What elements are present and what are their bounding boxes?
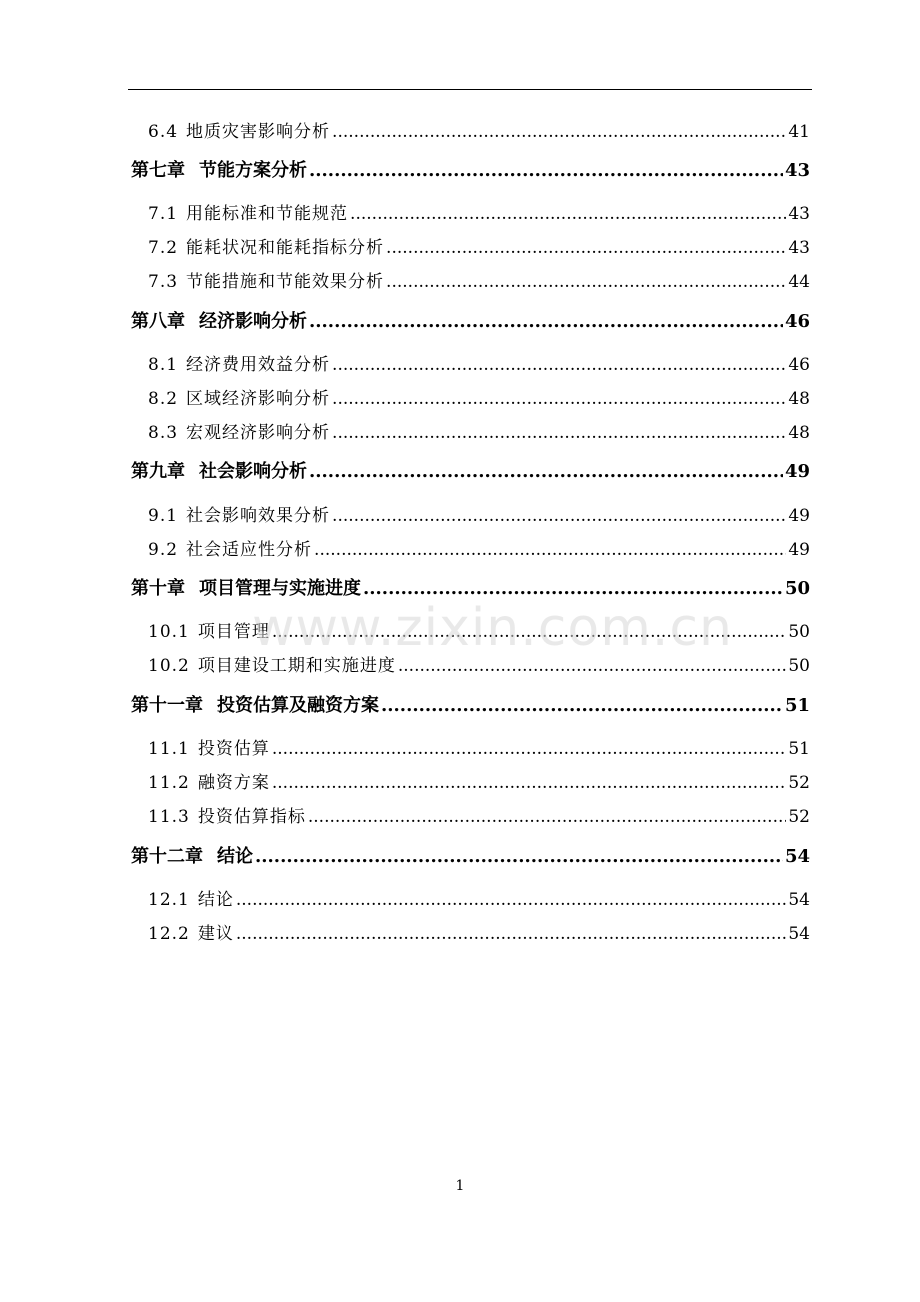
dot-leader [236,922,787,946]
toc-entry-page: 50 [788,622,810,642]
toc-chapter-title: 经济影响分析 [199,311,307,332]
toc-entry[interactable] [0,916,920,946]
toc-entry-page: 41 [788,122,810,142]
toc-entry-number: 6.4 [148,122,179,142]
toc-entry-page: 43 [788,204,810,224]
toc-entry-title: 结论 [197,890,234,910]
toc-entry[interactable] [0,196,920,226]
toc-entry-page: 51 [788,739,810,759]
toc-entry-page: 48 [788,423,810,443]
toc-entry-title: 地质灾害影响分析 [186,122,331,142]
toc-entry-number: 7.1 [148,204,179,224]
toc-entry-title: 建议 [197,924,234,944]
toc-entry-number: 7.2 [148,238,179,258]
dot-leader [332,387,786,411]
toc-entry-page: 50 [788,656,810,676]
toc-chapter-number: 第十二章 [131,846,203,867]
dot-leader [332,120,786,144]
toc-chapter-number: 第十一章 [131,695,203,716]
toc-chapter-entry[interactable] [0,839,920,869]
dot-leader [255,845,783,869]
toc-entry-page: 51 [784,695,810,716]
toc-entry-page: 49 [784,461,810,482]
toc-entry-title: 融资方案 [197,773,270,793]
toc-entry[interactable] [0,264,920,294]
toc-chapter-title: 结论 [217,846,253,867]
toc-entry-title: 社会影响效果分析 [186,506,331,526]
toc-entry-title: 投资估算指标 [197,807,306,827]
toc-chapter-entry[interactable] [0,304,920,334]
toc-chapter-title: 投资估算及融资方案 [217,695,379,716]
toc-chapter-entry[interactable] [0,688,920,718]
toc-entry-page: 46 [788,355,810,375]
toc-chapter-number: 第八章 [131,311,185,332]
toc-entry-page: 49 [788,506,810,526]
dot-leader [332,353,786,377]
toc-entry-title: 用能标准和节能规范 [186,204,349,224]
toc-entry-number: 10.2 [148,656,190,676]
dot-leader [309,460,783,484]
toc-entry-page: 49 [788,540,810,560]
toc-entry-number: 8.1 [148,355,179,375]
dot-leader [386,236,786,260]
toc-entry[interactable] [0,731,920,761]
dot-leader [308,805,787,829]
toc-entry-number: 11.2 [148,773,190,793]
toc-entry-number: 9.2 [148,540,179,560]
toc-entry-page: 44 [788,272,810,292]
toc-chapter-title: 节能方案分析 [199,160,307,181]
watermark: www.zixin.com.cn [252,598,733,658]
toc-entry[interactable] [0,381,920,411]
toc-entry[interactable] [0,347,920,377]
dot-leader [350,202,786,226]
toc-entry-number: 11.1 [148,739,190,759]
toc-entry-number: 8.2 [148,389,179,409]
toc-entry-title: 项目建设工期和实施进度 [197,656,396,676]
toc-entry-number: 8.3 [148,423,179,443]
dot-leader [309,310,783,334]
toc-entry[interactable] [0,765,920,795]
toc-entry[interactable] [0,415,920,445]
dot-leader [332,421,786,445]
dot-leader [236,888,787,912]
toc-chapter-number: 第九章 [131,461,185,482]
toc-entry[interactable] [0,498,920,528]
toc-entry-page: 52 [788,773,810,793]
toc-entry-page: 43 [788,238,810,258]
toc-chapter-title: 社会影响分析 [199,461,307,482]
toc-entry[interactable] [0,532,920,562]
toc-entry-title: 项目管理 [197,622,270,642]
toc-chapter-title: 项目管理与实施进度 [199,578,361,599]
dot-leader [386,270,786,294]
toc-entry-number: 7.3 [148,272,179,292]
dot-leader [272,737,787,761]
page-number: 1 [455,1178,465,1194]
dot-leader [332,504,786,528]
toc-entry[interactable] [0,882,920,912]
toc-entry-number: 11.3 [148,807,190,827]
toc-entry-title: 区域经济影响分析 [186,389,331,409]
toc-entry[interactable] [0,114,920,144]
toc-entry-page: 52 [788,807,810,827]
toc-entry-page: 54 [788,890,810,910]
toc-entry-page: 50 [784,578,810,599]
toc-entry-page: 54 [784,846,810,867]
toc-chapter-entry[interactable] [0,454,920,484]
toc-entry[interactable] [0,799,920,829]
toc-chapter-number: 第十章 [131,578,185,599]
toc-entry-title: 投资估算 [197,739,270,759]
toc-entry-page: 48 [788,389,810,409]
dot-leader [309,159,783,183]
toc-entry-number: 10.1 [148,622,190,642]
toc-entry-title: 宏观经济影响分析 [186,423,331,443]
dot-leader [381,694,783,718]
toc-chapter-number: 第七章 [131,160,185,181]
toc-entry-title: 能耗状况和能耗指标分析 [186,238,385,258]
toc-entry-title: 社会适应性分析 [186,540,313,560]
toc-entry-page: 46 [784,311,810,332]
dot-leader [272,771,787,795]
toc-chapter-entry[interactable] [0,153,920,183]
dot-leader [314,538,786,562]
toc-entry-number: 9.1 [148,506,179,526]
toc-entry-page: 43 [784,160,810,181]
toc-entry-title: 经济费用效益分析 [186,355,331,375]
toc-entry[interactable] [0,230,920,260]
toc-entry-page: 54 [788,924,810,944]
toc-entry-number: 12.2 [148,924,190,944]
toc-chapter-entry[interactable] [0,571,920,601]
toc-entry-title: 节能措施和节能效果分析 [186,272,385,292]
toc-entry-number: 12.1 [148,890,190,910]
